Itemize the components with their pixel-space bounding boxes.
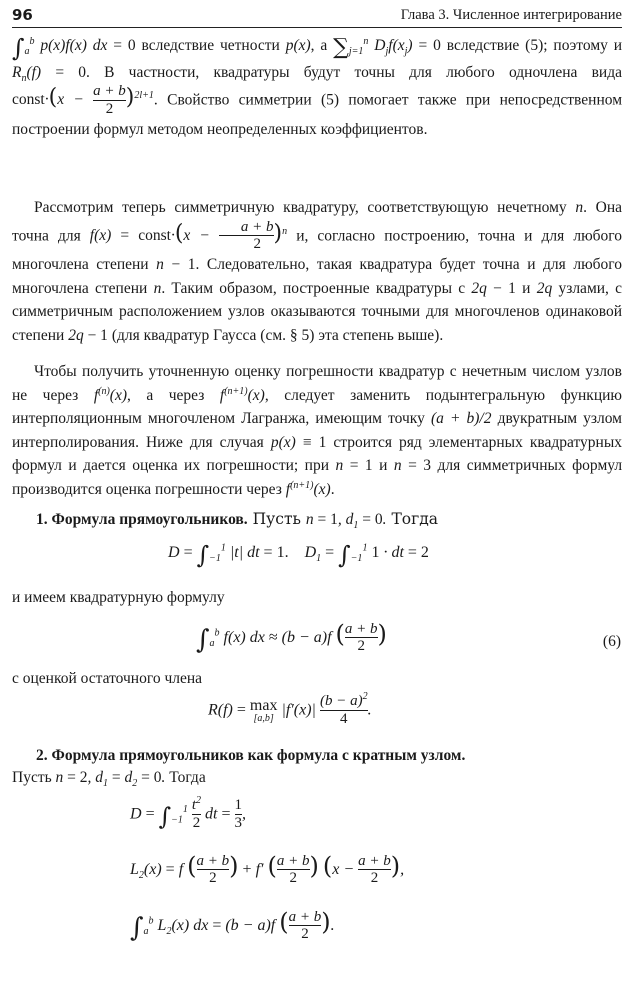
formula-d-d1: $D = \int_{-1}^1$ |t| dt = 1. $D_1 = \int_{-1}^1$ 1 · dt = 2 (168, 541, 429, 569)
formula-sum-dj: $\sum_{j=1}^n$ $D_jf(x_j) = 0$ (333, 35, 441, 60)
running-title: Глава 3. Численное интегрирование (400, 7, 622, 23)
text: Пусть (12, 769, 52, 786)
paragraph-refined-estimate: Чтобы получить уточненную оценку погрешности квадратур с нечетным числом узлов не через $f^{(n)}(x)$, а через $f^{(n+1)}(x)$, следует заменить подынтегральную функцию интерполяционным многочленом Лагранжа, имеющим точку (a + b)/2 двукратным узлом интерполирования. Ниже для случая p(x) ≡ 1 строится ряд элементарных квадратурных формул и дается оценка их погрешности; при n = 1 и n = 3 для симметричных формул производится оценка погрешности через $f^{(n+1)}(x)$. (12, 363, 623, 498)
section-1-heading: 1. Формула прямоугольников. (36, 511, 248, 528)
text: . Таким образом, построенные квадратуры с (161, 279, 466, 297)
section-2-heading (36, 746, 465, 765)
text: . Она точна для (12, 199, 622, 244)
paragraph-symmetry: $\int_a^b$ p(x)f(x) dx = 0 вследствие четности p(x), а $\sum_{j=1}^n$ $D_jf(x_j) = 0$ вследствие (5); поэтому и $R_n(f) = 0$. В частности, квадратуры будут точны для любого одночлена вида const·(x − $\frac{a + b}{2}$ )$^{2l+1}$. Свойство симметрии (5) помогает также при непосредственном построении формул методом неопределенных коэффициентов. (12, 34, 623, 138)
formula-const-power: f(x) = const·(x − $\frac{a + b}{2}$ )$^n$ (89, 218, 288, 253)
text: , а (310, 37, 328, 54)
text: Тогда (391, 510, 439, 528)
text: Тогда (169, 769, 206, 786)
text: вследствие четности (141, 37, 280, 54)
formula-l2: $L_2(x) = f$ ( $\frac{a + b}{2}$ ) + f′ ( $\frac{a + b}{2}$ ) (x − $\frac{a + b}{2}$ ), (130, 852, 405, 887)
text: . (330, 480, 335, 498)
text: для симметричных формул производится оценка погрешности через (12, 457, 623, 498)
page-number: 96 (12, 6, 33, 24)
text-quadrature-intro: и имеем квадратурную формулу (12, 589, 225, 606)
text: . Следовательно, такая квадратура будет точна и для любого многочлена степени (12, 256, 623, 297)
formula-remainder: R(f) = max [a,b] |f′(x)| $\frac{(b - a)^2}{4}$ . (208, 691, 372, 727)
text: Пусть (252, 510, 301, 528)
text: (для квадратур Гаусса (см. § 5) эта степень выше). (111, 326, 444, 344)
formula-integral-pf: $\int_a^b$ p(x)f(x) dx = 0 (12, 34, 136, 62)
page-header (12, 6, 622, 26)
text: и (522, 279, 531, 297)
text: . Свойство симметрии (5) помогает также при непосредственном построении формул методом неопределенных коэффициентов. (12, 91, 622, 138)
formula-rectangle-6: $\int_a^b$ f(x) dx ≈ (b − a)f ( $\frac{a + b}{2}$ ) (196, 620, 387, 655)
text: узлами, с симметричным расположением узлов оказываются точными для многочленов одинаковой степени (12, 279, 623, 344)
section-2-heading-text: 2. Формула прямоугольников как формула с кратным узлом. (36, 747, 466, 764)
header-rule (12, 27, 622, 28)
equation-number-6: (6) (602, 633, 621, 650)
section-1-heading-line: 1. Формула прямоугольников. Пусть n = 1, $d_1 = 0$. Тогда (36, 510, 439, 532)
text: строится ряд элементарных квадратурных формул и дается оценка их погрешности; при (12, 433, 623, 474)
text: вследствие (5); поэтому и (446, 37, 623, 54)
formula-d-t2: $D = \int_{-1}^1$ $\frac{t^2}{2}$ dt = $\frac{1}{3}$ , (130, 795, 247, 831)
text: и (379, 457, 388, 474)
text-remainder-intro: с оценкой остаточного члена (12, 670, 203, 687)
text: двукратным узлом интерполирования. Ниже для случая (12, 410, 622, 451)
formula-monomial: const·(x − $\frac{a + b}{2}$ )$^{2l+1}$ (12, 83, 154, 117)
formula-integral-l2: $\int_a^b$ $L_2(x)$ dx = (b − a)f ( $\frac{a + b}{2}$ ). (130, 908, 335, 943)
text: , следует заменить подынтегральную функцию интерполяционным многочленом Лагранжа, имеющим точку (12, 386, 623, 427)
text: , а через (127, 386, 205, 404)
text: Чтобы получить уточненную оценку погрешности квадратур с нечетным числом узлов не через (12, 363, 622, 404)
text: и, согласно построению, точна и для любого многочлена степени (12, 226, 623, 273)
section-2-conditions: Пусть n = 2, $d_1 = d_2 = 0$. Тогда (12, 769, 206, 790)
paragraph-odd-n: Рассмотрим теперь симметричную квадратуру, соответствующую нечетному n. Она точна для f(x) = const·(x − $\frac{a + b}{2}$ )$^n$ и, согласно построению, точна и для любого многочлена степени n − 1. Следовательно, такая квадратура будет точна и для любого многочлена степени n. Таким образом, построенные квадратуры с 2q − 1 и 2q узлами, с симметричным расположением узлов оказываются точными для многочленов одинаковой степени 2q − 1 (для квадратур Гаусса (см. § 5) эта степень выше). (12, 199, 623, 344)
text: . В частности, квадратуры будут точны для любого одночлена вида (86, 63, 622, 81)
text: Рассмотрим теперь симметричную квадратуру, соответствующую нечетному (34, 199, 567, 216)
